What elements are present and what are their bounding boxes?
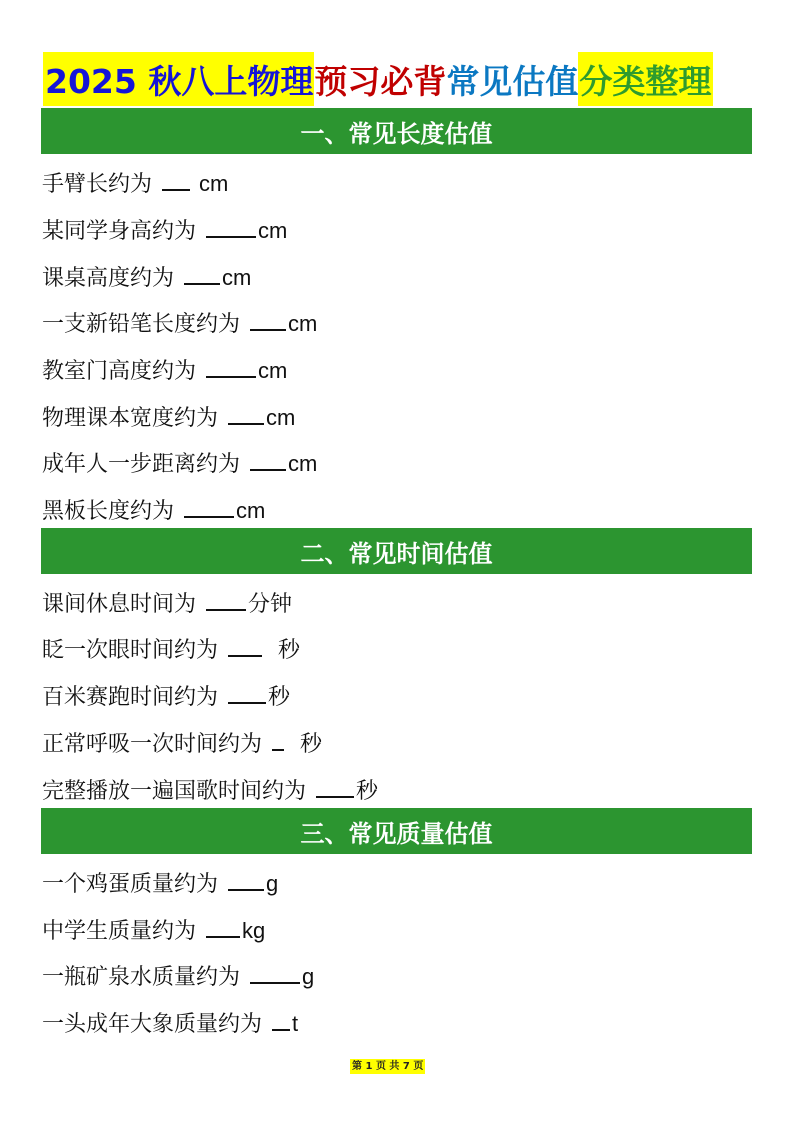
- answer-blank[interactable]: [206, 355, 256, 378]
- unit-label: cm: [258, 218, 288, 243]
- page-title: [43, 52, 751, 106]
- page-number: [350, 1059, 425, 1074]
- unit-label: t: [292, 1011, 299, 1036]
- unit-label: cm: [236, 498, 266, 523]
- total-pages: 7: [402, 1061, 410, 1072]
- question-label: 黑板长度约为: [42, 499, 175, 524]
- answer-blank[interactable]: [228, 681, 266, 704]
- answer-blank[interactable]: [228, 634, 262, 657]
- question-item: [42, 1008, 298, 1038]
- answer-blank[interactable]: [206, 915, 240, 938]
- unit-label: cm: [258, 358, 288, 383]
- question-item: [42, 308, 317, 338]
- unit-label: 秒: [268, 685, 291, 710]
- answer-blank[interactable]: [184, 495, 234, 518]
- question-item: [42, 448, 317, 478]
- answer-blank[interactable]: [206, 588, 246, 611]
- title-part-1: 2025 秋八上物理: [43, 52, 314, 106]
- question-item: [42, 495, 265, 525]
- answer-blank[interactable]: [228, 868, 264, 891]
- question-item: [42, 775, 378, 805]
- question-item: [42, 588, 292, 618]
- unit-label: cm: [266, 405, 296, 430]
- section-heading-length: 一、常见长度估值: [41, 108, 752, 154]
- question-item: [42, 168, 228, 198]
- unit-label: cm: [199, 171, 229, 196]
- section-heading-time: 二、常见时间估值: [41, 528, 752, 574]
- question-item: [42, 915, 265, 945]
- answer-blank[interactable]: [206, 215, 256, 238]
- answer-blank[interactable]: [250, 961, 300, 984]
- question-item: [42, 728, 322, 758]
- question-item: [42, 681, 290, 711]
- question-label: 手臂长约为: [42, 172, 153, 197]
- unit-label: 秒: [300, 732, 323, 757]
- current-page: 1: [365, 1061, 373, 1072]
- title-part-2: 预习必背: [314, 61, 447, 101]
- question-item: [42, 402, 295, 432]
- question-item: [42, 868, 278, 898]
- unit-label: cm: [288, 451, 318, 476]
- question-label: 成年人一步距离约为: [42, 452, 241, 477]
- question-item: [42, 215, 287, 245]
- answer-blank[interactable]: [184, 262, 220, 285]
- question-label: 物理课本宽度约为: [42, 406, 219, 431]
- unit-label: 秒: [356, 779, 379, 804]
- question-label: 课桌高度约为: [42, 266, 175, 291]
- question-label: 中学生质量约为: [42, 919, 197, 944]
- section-heading-mass: 三、常见质量估值: [41, 808, 752, 854]
- question-label: 百米赛跑时间约为: [42, 685, 219, 710]
- unit-label: 分钟: [248, 592, 293, 617]
- question-label: 一瓶矿泉水质量约为: [42, 965, 241, 990]
- question-item: [42, 634, 300, 664]
- question-label: 某同学身高约为: [42, 219, 197, 244]
- answer-blank[interactable]: [250, 308, 286, 331]
- answer-blank[interactable]: [250, 448, 286, 471]
- question-label: 一个鸡蛋质量约为: [42, 872, 219, 897]
- unit-label: g: [302, 964, 315, 989]
- question-label: 完整播放一遍国歌时间约为: [42, 779, 307, 804]
- unit-label: kg: [242, 918, 266, 943]
- question-label: 眨一次眼时间约为: [42, 638, 219, 663]
- question-item: [42, 355, 287, 385]
- answer-blank[interactable]: [272, 1008, 290, 1031]
- question-item: [42, 961, 314, 991]
- page-middle: 页 共: [375, 1061, 400, 1072]
- question-label: 一支新铅笔长度约为: [42, 312, 241, 337]
- question-label: 课间休息时间为: [42, 592, 197, 617]
- answer-blank[interactable]: [316, 775, 354, 798]
- title-part-3: 常见估值: [446, 61, 579, 101]
- question-label: 正常呼吸一次时间约为: [42, 732, 263, 757]
- answer-blank[interactable]: [162, 168, 190, 191]
- title-part-4: 分类整理: [578, 52, 713, 106]
- answer-blank[interactable]: [228, 402, 264, 425]
- unit-label: cm: [222, 265, 252, 290]
- question-label: 教室门高度约为: [42, 359, 197, 384]
- unit-label: g: [266, 871, 279, 896]
- answer-blank[interactable]: [272, 728, 284, 751]
- page-suffix: 页: [413, 1061, 424, 1072]
- unit-label: 秒: [278, 638, 301, 663]
- question-item: [42, 262, 251, 292]
- question-label: 一头成年大象质量约为: [42, 1012, 263, 1037]
- unit-label: cm: [288, 311, 318, 336]
- page-prefix: 第: [352, 1061, 362, 1072]
